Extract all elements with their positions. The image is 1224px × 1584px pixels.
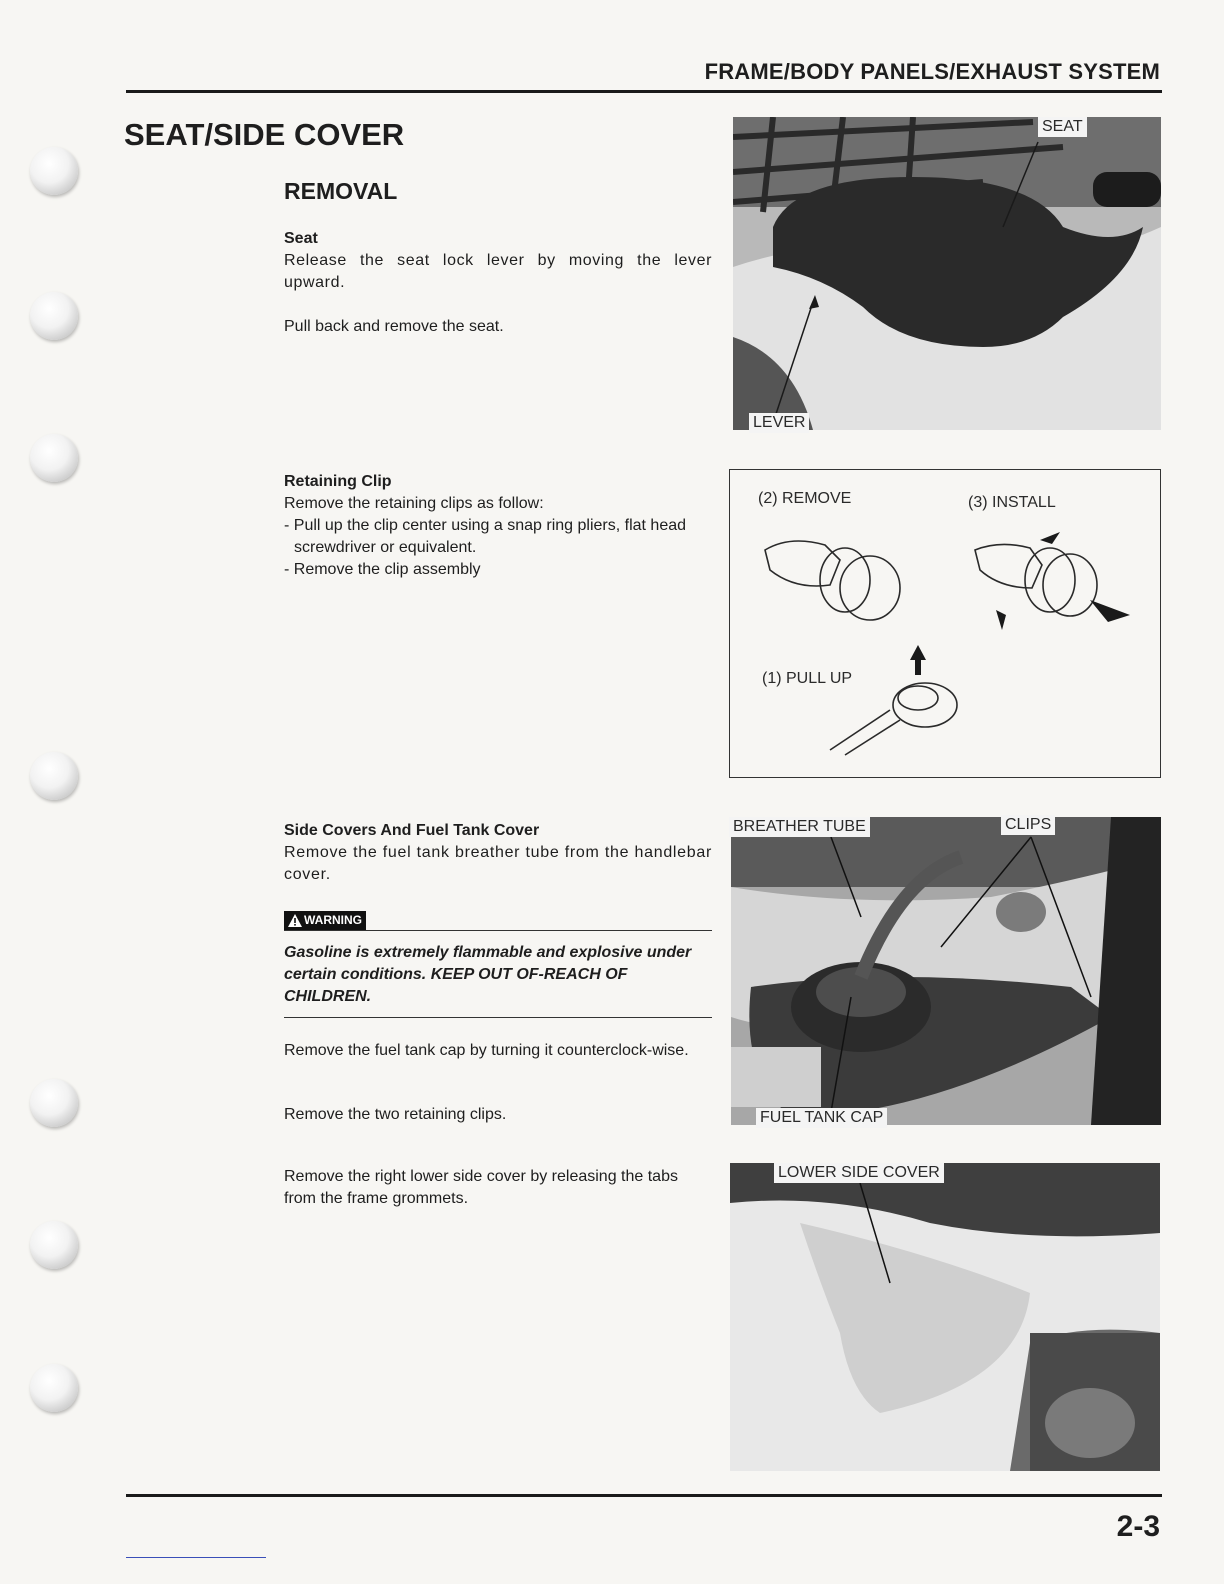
fuel-tank-photo xyxy=(731,817,1161,1125)
lower-side-cover-photo xyxy=(730,1163,1160,1471)
warning-label: WARNING xyxy=(304,913,362,927)
seat-heading: Seat xyxy=(284,230,318,247)
warning-triangle-icon xyxy=(288,914,302,927)
warning-badge xyxy=(284,911,366,930)
breather-tube-callout: BREATHER TUBE xyxy=(729,817,870,837)
binder-hole xyxy=(30,292,78,340)
fuel-tank-cap-callout: FUEL TANK CAP xyxy=(756,1108,887,1128)
clip-heading: Retaining Clip xyxy=(284,473,392,490)
footer-rule xyxy=(126,1494,1162,1497)
pull-up-label: (1) PULL UP xyxy=(762,670,853,687)
clips-callout: CLIPS xyxy=(1001,815,1055,835)
binder-hole xyxy=(30,752,78,800)
binder-hole xyxy=(30,1364,78,1412)
warning-rule-bottom xyxy=(284,1017,712,1018)
lower-side-cover-callout: LOWER SIDE COVER xyxy=(774,1163,944,1183)
binder-hole xyxy=(30,1079,78,1127)
covers-paragraph-1: Remove the fuel tank breather tube from the handlebar cover. xyxy=(284,844,712,883)
binder-hole xyxy=(30,434,78,482)
section-title: SEAT/SIDE COVER xyxy=(124,117,405,152)
subsection-title: REMOVAL xyxy=(284,178,398,204)
header-rule xyxy=(126,90,1162,93)
lever-callout: LEVER xyxy=(749,413,809,433)
seat-callout: SEAT xyxy=(1038,117,1087,137)
clip-step-1: - Pull up the clip center using a snap ring pliers, flat head screwdriver or equivalent. xyxy=(284,517,687,556)
binder-hole xyxy=(30,1221,78,1269)
footer-underline xyxy=(126,1557,266,1558)
warning-text: Gasoline is extremely flammable and explosive under certain conditions. KEEP OUT OF-REACH OF CHILDREN. xyxy=(284,944,692,1005)
seat-photo xyxy=(733,117,1161,430)
covers-paragraph-4: Remove the right lower side cover by releasing the tabs from the frame grommets. xyxy=(284,1168,678,1207)
retaining-clip-diagram xyxy=(729,469,1161,778)
seat-paragraph-1: Release the seat lock lever by moving the lever upward. xyxy=(284,252,712,291)
binder-hole xyxy=(30,147,78,195)
covers-paragraph-2: Remove the fuel tank cap by turning it counterclock-wise. xyxy=(284,1042,689,1059)
covers-paragraph-3: Remove the two retaining clips. xyxy=(284,1106,507,1123)
remove-label: (2) REMOVE xyxy=(758,490,852,507)
warning-rule-top xyxy=(284,930,712,931)
clip-step-2: - Remove the clip assembly xyxy=(284,561,481,578)
covers-heading: Side Covers And Fuel Tank Cover xyxy=(284,822,540,839)
seat-paragraph-2: Pull back and remove the seat. xyxy=(284,318,504,335)
page-number: 2-3 xyxy=(1116,1510,1160,1543)
clip-intro: Remove the retaining clips as follow: xyxy=(284,495,544,512)
install-label: (3) INSTALL xyxy=(968,494,1056,511)
running-header: FRAME/BODY PANELS/EXHAUST SYSTEM xyxy=(704,59,1160,84)
